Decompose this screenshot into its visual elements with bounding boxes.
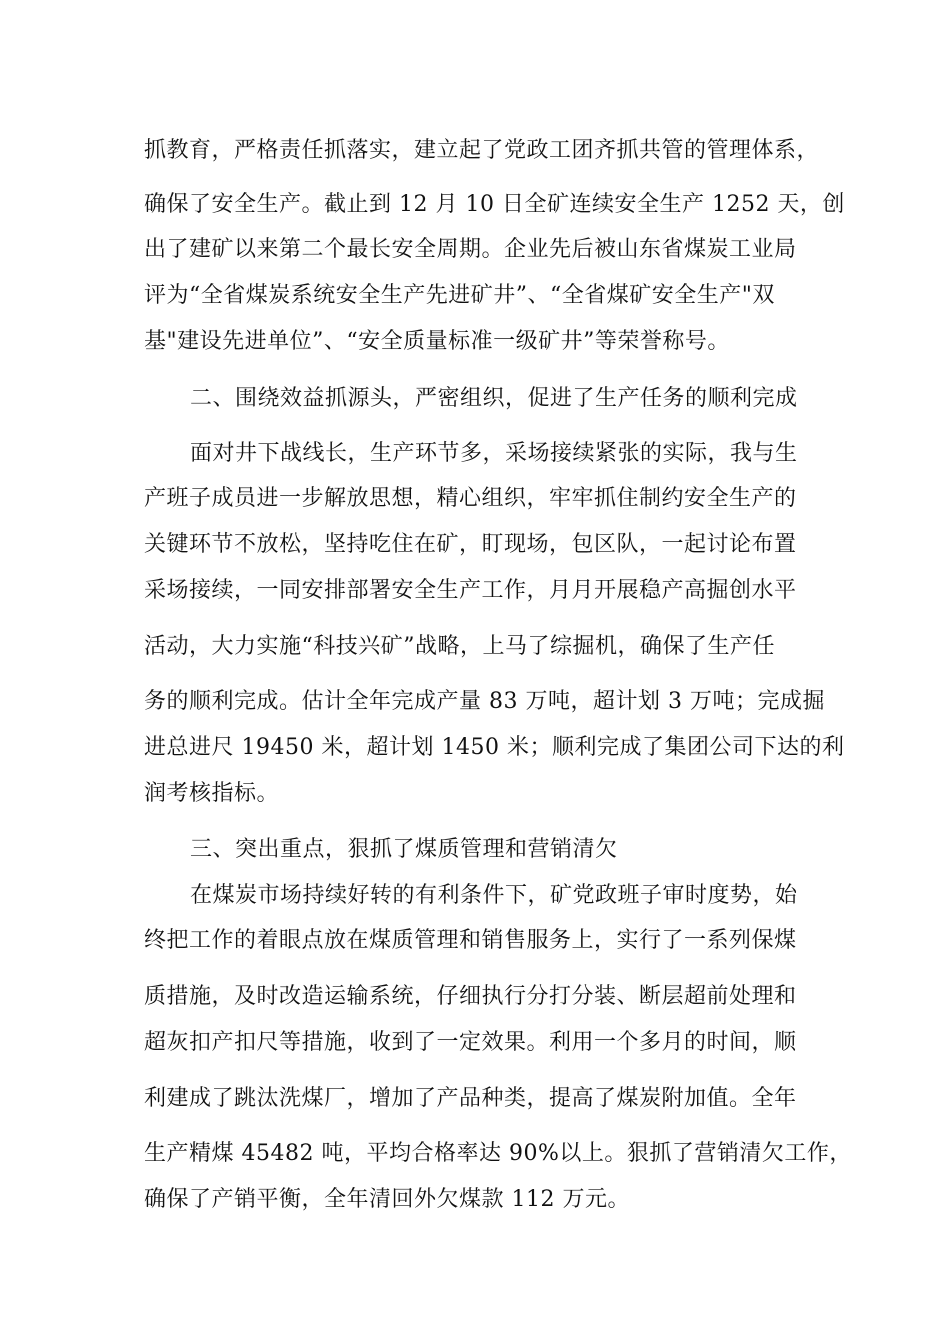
text-line: 活动，大力实施“科技兴矿”战略，上马了综掘机，确保了生产任 bbox=[144, 634, 775, 659]
text-line: 超灰扣产扣尺等措施，收到了一定效果。利用一个多月的时间，顺 bbox=[144, 1030, 797, 1055]
text-line: 抓教育，严格责任抓落实，建立起了党政工团齐抓共管的管理体系， bbox=[144, 138, 820, 163]
text-line: 进总进尺 19450 米，超计划 1450 米；顺利完成了集团公司下达的利 bbox=[144, 735, 845, 760]
text-line: 在煤炭市场持续好转的有利条件下，矿党政班子审时度势，始 bbox=[190, 883, 798, 908]
text-line: 确保了安全生产。截止到 12 月 10 日全矿连续安全生产 1252 天，创 bbox=[144, 192, 845, 217]
text-line: 终把工作的着眼点放在煤质管理和销售服务上，实行了一系列保煤 bbox=[144, 928, 797, 953]
text-line: 采场接续，一同安排部署安全生产工作，月月开展稳产高掘创水平 bbox=[144, 578, 797, 603]
text-line: 质措施，及时改造运输系统，仔细执行分打分装、断层超前处理和 bbox=[144, 984, 797, 1009]
text-line: 润考核指标。 bbox=[144, 781, 280, 806]
text-line: 评为“全省煤炭系统安全生产先进矿井”、“全省煤矿安全生产"双 bbox=[144, 283, 775, 308]
text-line: 利建成了跳汰洗煤厂，增加了产品种类，提高了煤炭附加值。全年 bbox=[144, 1086, 797, 1111]
text-line: 务的顺利完成。估计全年完成产量 83 万吨，超计划 3 万吨；完成掘 bbox=[144, 689, 825, 714]
section-heading: 二、围绕效益抓源头，严密组织，促进了生产任务的顺利完成 bbox=[190, 386, 798, 411]
text-line: 关键环节不放松，坚持吃住在矿，盯现场，包区队，一起讨论布置 bbox=[144, 532, 797, 557]
text-line: 出了建矿以来第二个最长安全周期。企业先后被山东省煤炭工业局 bbox=[144, 237, 797, 262]
text-line: 生产精煤 45482 吨，平均合格率达 90%以上。狠抓了营销清欠工作， bbox=[144, 1141, 852, 1166]
text-line: 确保了产销平衡，全年清回外欠煤款 112 万元。 bbox=[144, 1187, 630, 1212]
text-line: 面对井下战线长，生产环节多，采场接续紧张的实际，我与生 bbox=[190, 441, 798, 466]
section-heading: 三、突出重点，狠抓了煤质管理和营销清欠 bbox=[190, 837, 618, 862]
text-line: 产班子成员进一步解放思想，精心组织，牢牢抓住制约安全生产的 bbox=[144, 486, 797, 511]
text-line: 基"建设先进单位”、“安全质量标准一级矿井”等荣誉称号。 bbox=[144, 329, 730, 354]
